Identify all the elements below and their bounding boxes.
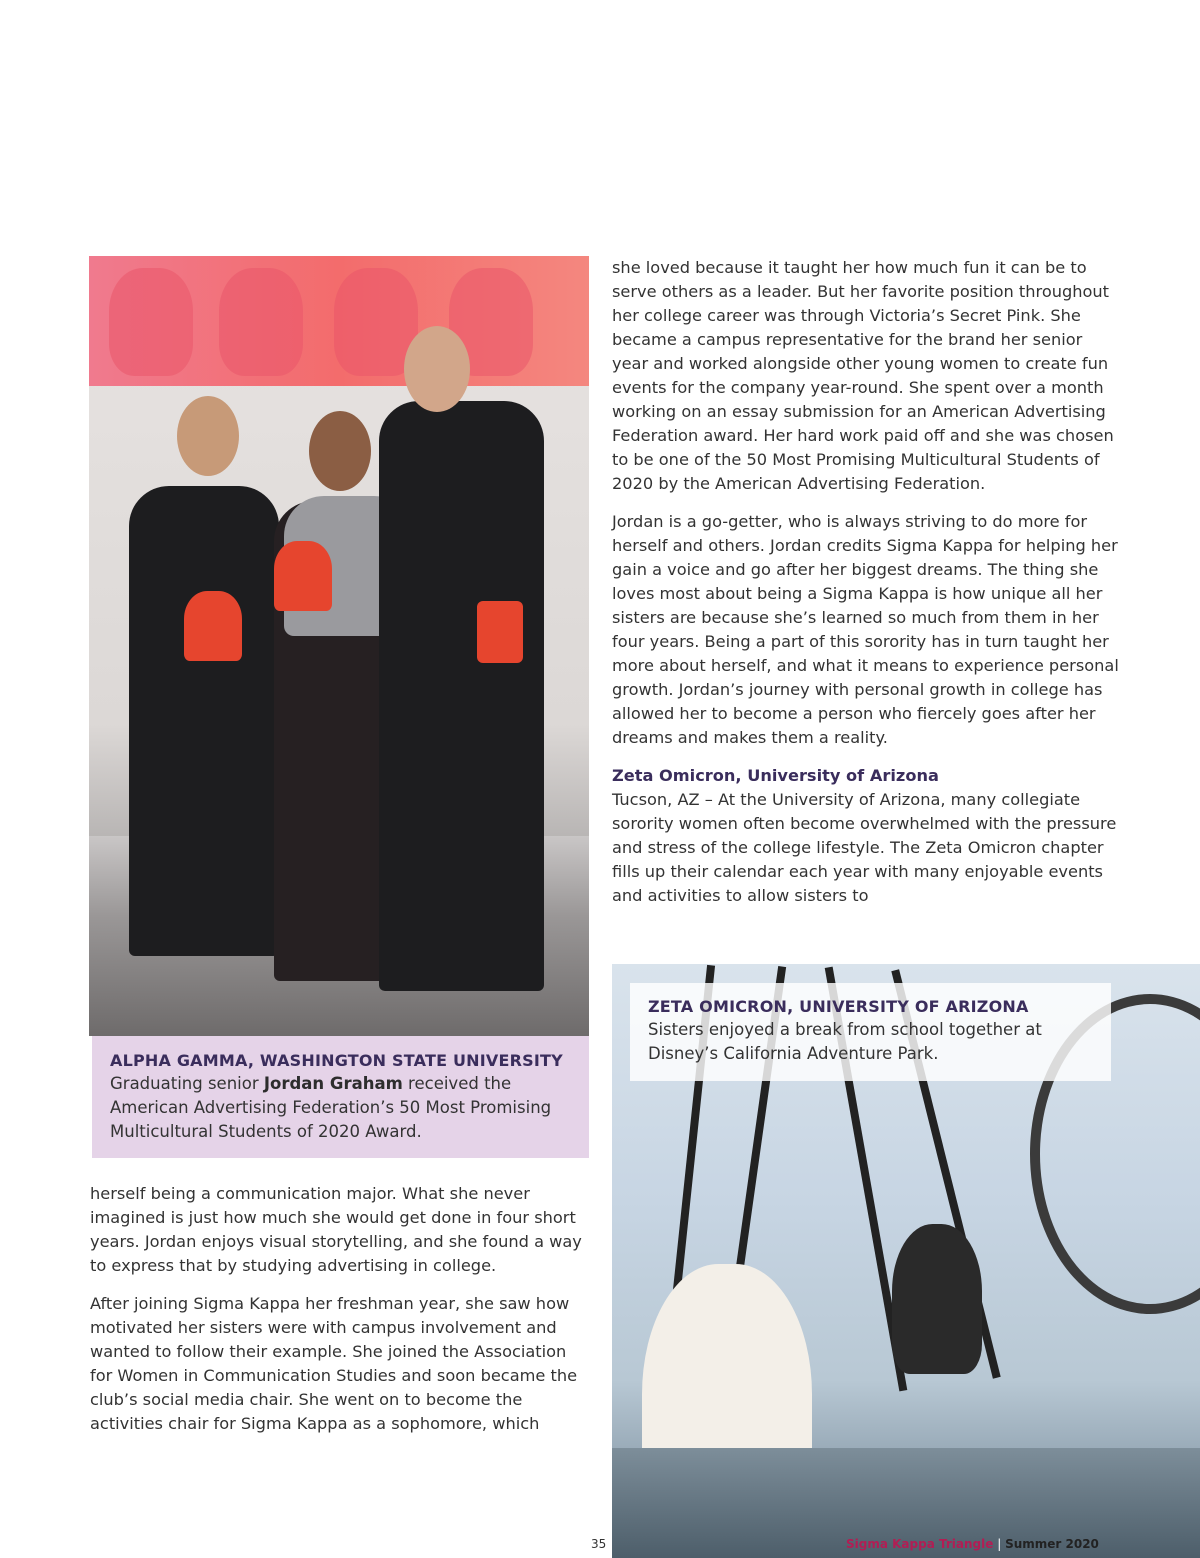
article-paragraph: herself being a communication major. What she never imagined is just how much she would get done in four short years. Jordan enjoys visual storytelling, and she found a way to express that by studying advertising in college. — [90, 1184, 582, 1275]
award-ceremony-photo — [89, 256, 589, 1036]
article-paragraph: After joining Sigma Kappa her freshman year, she saw how motivated her sisters were with campus involvement and wanted to follow their example. She joined the Association for Women in Communication Studies and soon became the club’s social media chair. She went on to become the activities chair for Sigma Kappa as a sophomore, which — [90, 1294, 578, 1433]
award-trophy — [274, 541, 332, 611]
backdrop-portrait — [219, 268, 303, 376]
caption-title: ZETA OMICRON, UNIVERSITY OF ARIZONA — [648, 997, 1029, 1016]
article-paragraph: Jordan is a go-getter, who is always striving to do more for herself and others. Jordan credits Sigma Kappa for helping her gain a voice and go after her biggest dreams. The thing she loves most about being a Sigma Kappa is how unique all her sisters are because she’s learned so much from them in her four years. Being a part of this sorority has in turn taught her more about herself, and what it means to experience personal growth. Jordan’s journey with personal growth in college has allowed her to become a person who fiercely goes after her dreams and makes them a reality. — [612, 512, 1119, 747]
caption-text-pre: Graduating senior — [110, 1074, 264, 1093]
award-trophy — [184, 591, 242, 661]
photo-caption-zeta-omicron — [630, 983, 1111, 1081]
backdrop-portrait — [109, 268, 193, 376]
caption-title: ALPHA GAMMA, WASHINGTON STATE UNIVERSITY — [110, 1051, 563, 1070]
footer-separator: | — [997, 1537, 1002, 1551]
award-trophy — [477, 601, 523, 663]
publication-name: Sigma Kappa Triangle — [846, 1537, 994, 1551]
person-center-head — [309, 411, 371, 491]
person-right — [379, 401, 544, 991]
article-paragraph: Tucson, AZ – At the University of Arizona, many collegiate sorority women often become overwhelmed with the pressure and stress of the college lifestyle. The Zeta Omicron chapter fills up their calendar each year with many enjoyable events and activities to allow sisters to — [612, 790, 1117, 905]
caption-text-post: received the American Advertising Federation’s 50 Most Promising Multicultural Students of 2020 Award. — [110, 1074, 552, 1141]
footer-publication — [846, 1537, 1099, 1551]
publication-season: Summer 2020 — [1005, 1537, 1099, 1551]
photo-backdrop-banner — [89, 256, 589, 386]
section-subhead: Zeta Omicron, University of Arizona — [612, 766, 939, 785]
caption-body — [110, 1072, 571, 1144]
rider-back — [892, 1224, 982, 1374]
page-number: 35 — [591, 1537, 607, 1551]
photo-caption-alpha-gamma — [92, 1036, 589, 1158]
caption-name: Jordan Graham — [263, 1074, 403, 1093]
person-right-head — [404, 326, 470, 412]
article-column-right — [612, 256, 1122, 922]
caption-body: Sisters enjoyed a break from school together at Disney’s California Adventure Park. — [648, 1020, 1042, 1063]
article-paragraph: she loved because it taught her how much fun it can be to serve others as a leader. But her favorite position throughout her college career was through Victoria’s Secret Pink. She became a campus representative for the brand her senior year and worked alongside other young women to create fun events for the company year-round. She spent over a month working on an essay submission for an American Advertising Federation award. Her hard work paid off and she was chosen to be one of the 50 Most Promising Multicultural Students of 2020 by the American Advertising Federation. — [612, 258, 1114, 493]
person-left — [129, 486, 279, 956]
person-left-head — [177, 396, 239, 476]
article-column-left — [90, 1182, 590, 1450]
